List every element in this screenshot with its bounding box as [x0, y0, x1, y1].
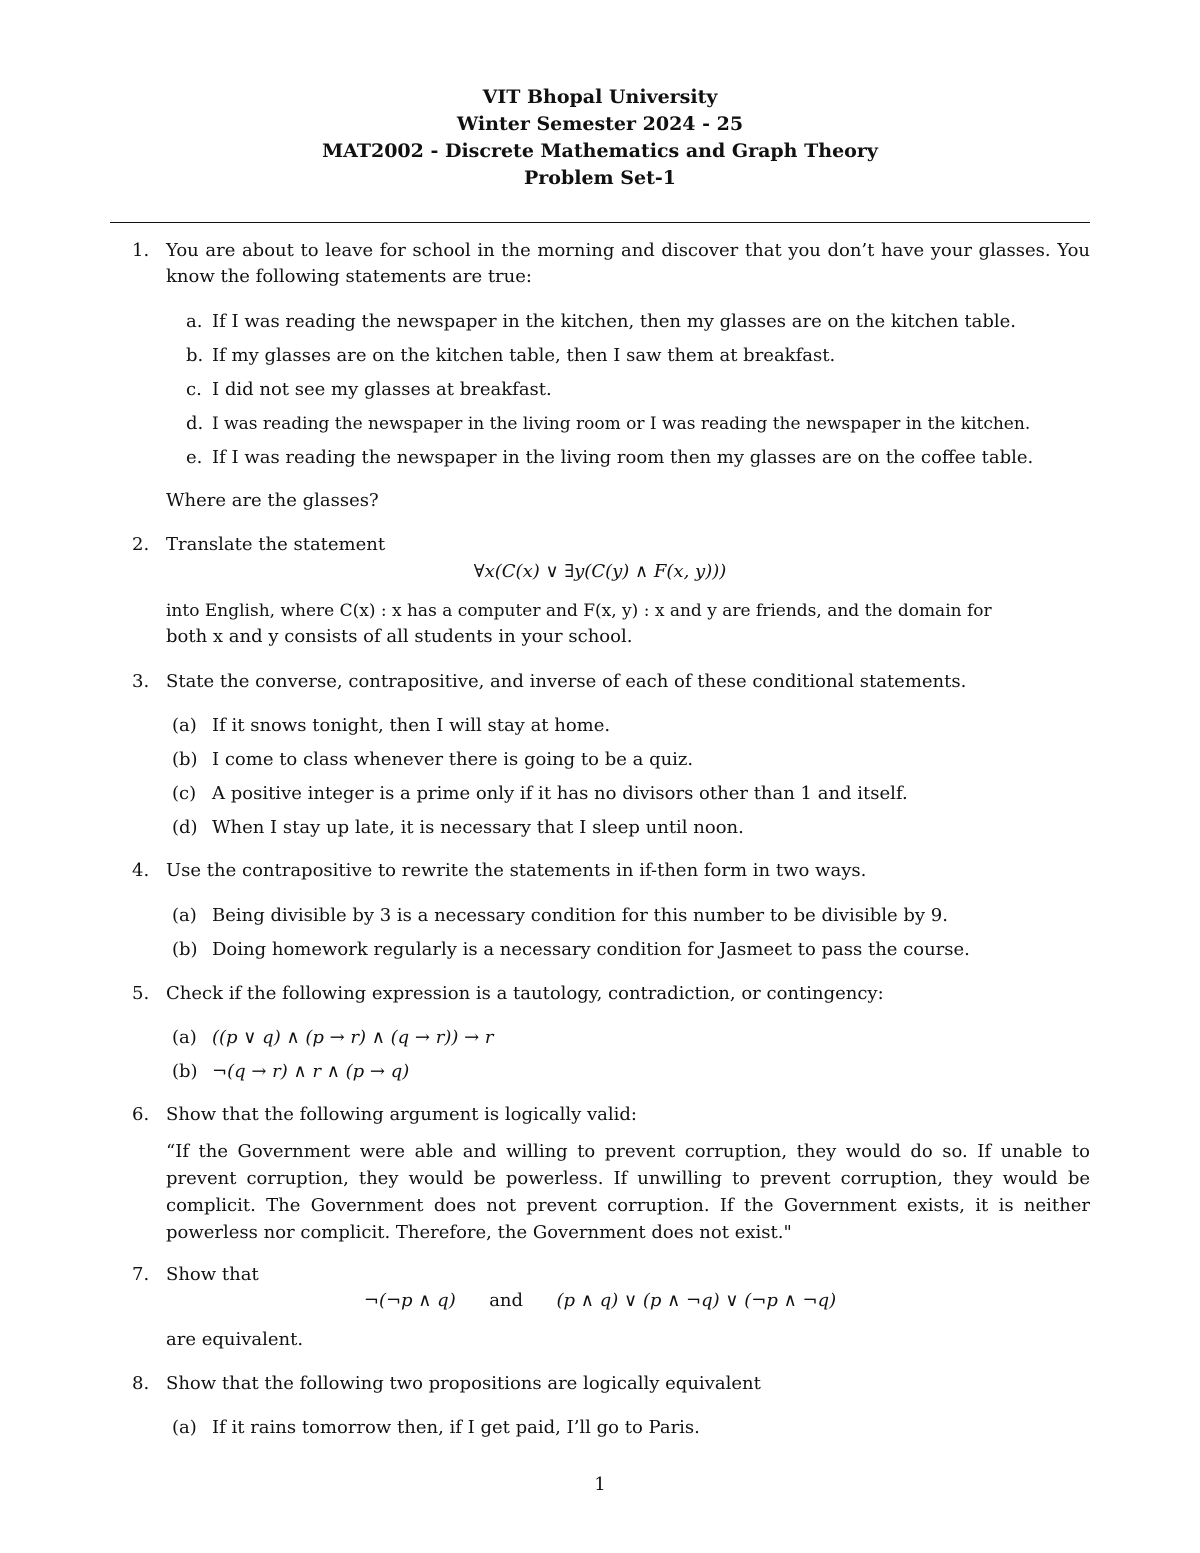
item-text: If it snows tonight, then I will stay at home. — [212, 715, 611, 736]
question-text: Show that — [166, 1264, 259, 1285]
question-text: Use the contrapositive to rewrite the statements in if-then form in two ways. — [166, 860, 867, 881]
question-number: 3. — [132, 671, 150, 692]
question-text: You are about to leave for school in the morning and discover that you don’t have your glasses. You know the following statements are true: — [166, 240, 1090, 287]
item-label: c. — [186, 379, 202, 400]
question-number: 5. — [132, 983, 150, 1004]
header-divider — [110, 222, 1090, 223]
item-label: (b) — [172, 939, 198, 960]
item-text: I was reading the newspaper in the living room or I was reading the newspaper in the kitchen. — [212, 414, 1031, 434]
q2-line-2: both x and y consists of all students in your school. — [166, 626, 633, 647]
semester: Winter Semester 2024 - 25 — [456, 113, 744, 135]
q2-line-1: into English, where C(x) : x has a computer and F(x, y) : x and y are friends, and the domain for — [166, 601, 992, 621]
item-text: I did not see my glasses at breakfast. — [212, 379, 552, 400]
item-text: If I was reading the newspaper in the living room then my glasses are on the coffee table. — [212, 447, 1034, 468]
question-number: 4. — [132, 860, 150, 881]
question-text: Show that the following argument is logically valid: — [166, 1104, 637, 1125]
q7-tail-text: are equivalent. — [166, 1329, 304, 1350]
university-name: VIT Bhopal University — [482, 86, 718, 108]
q7-formula — [110, 1288, 1090, 1314]
item-label: b. — [186, 345, 204, 366]
item-text: If I was reading the newspaper in the kitchen, then my glasses are on the kitchen table. — [212, 311, 1016, 332]
item-formula: ((p ∨ q) ∧ (p → r) ∧ (q → r)) → r — [212, 1027, 494, 1048]
question-prompt: Where are the glasses? — [166, 490, 379, 511]
item-label: e. — [186, 447, 203, 468]
item-text: When I stay up late, it is necessary that I sleep until noon. — [212, 817, 744, 838]
question-number: 7. — [132, 1264, 150, 1285]
question-text: State the converse, contrapositive, and inverse of each of these conditional statements. — [166, 671, 967, 692]
q2-formula: ∀x(C(x) ∨ ∃y(C(y) ∧ F(x, y))) — [473, 561, 727, 582]
item-text: Doing homework regularly is a necessary condition for Jasmeet to pass the course. — [212, 939, 970, 960]
document-header — [0, 84, 1200, 192]
question-number: 2. — [132, 534, 150, 555]
q7-formula-right: (p ∧ q) ∨ (p ∧ ¬q) ∨ (¬p ∧ ¬q) — [556, 1290, 837, 1311]
question-text: Translate the statement — [166, 534, 386, 555]
item-label: a. — [186, 311, 203, 332]
course-title: MAT2002 - Discrete Mathematics and Graph Theory — [322, 140, 878, 162]
q7-formula-left: ¬(¬p ∧ q) — [363, 1290, 456, 1311]
item-text: If it rains tomorrow then, if I get paid, I’ll go to Paris. — [212, 1417, 700, 1438]
q7-and: and — [489, 1290, 524, 1311]
item-label: (b) — [172, 749, 198, 770]
question-number: 1. — [132, 240, 150, 261]
question-text: Show that the following two propositions are logically equivalent — [166, 1373, 761, 1394]
item-label: (b) — [172, 1061, 198, 1082]
item-label: (a) — [172, 905, 197, 926]
item-text: I come to class whenever there is going to be a quiz. — [212, 749, 694, 770]
page-number: 1 — [594, 1474, 606, 1495]
question-number: 8. — [132, 1373, 150, 1394]
item-label: (a) — [172, 715, 197, 736]
item-text: Being divisible by 3 is a necessary condition for this number to be divisible by 9. — [212, 905, 948, 926]
item-label: d. — [186, 413, 204, 434]
question-number: 6. — [132, 1104, 150, 1125]
item-text: A positive integer is a prime only if it has no divisors other than 1 and itself. — [212, 783, 908, 804]
item-label: (a) — [172, 1027, 197, 1048]
item-label: (a) — [172, 1417, 197, 1438]
item-label: (d) — [172, 817, 198, 838]
item-label: (c) — [172, 783, 197, 804]
question-text: Check if the following expression is a tautology, contradiction, or contingency: — [166, 983, 884, 1004]
problem-set-title: Problem Set-1 — [524, 167, 676, 189]
item-formula: ¬(q → r) ∧ r ∧ (p → q) — [212, 1061, 410, 1082]
item-text: If my glasses are on the kitchen table, then I saw them at breakfast. — [212, 345, 836, 366]
argument-quote: “If the Government were able and willing to prevent corruption, they would do so. If unable to prevent corruption, they would be powerless. If unwilling to prevent corruption, they would be complicit. The Government does not prevent corruption. If the Government exists, it is neither powerless nor complicit. Therefore, the Government does not exist." — [166, 1141, 1090, 1243]
